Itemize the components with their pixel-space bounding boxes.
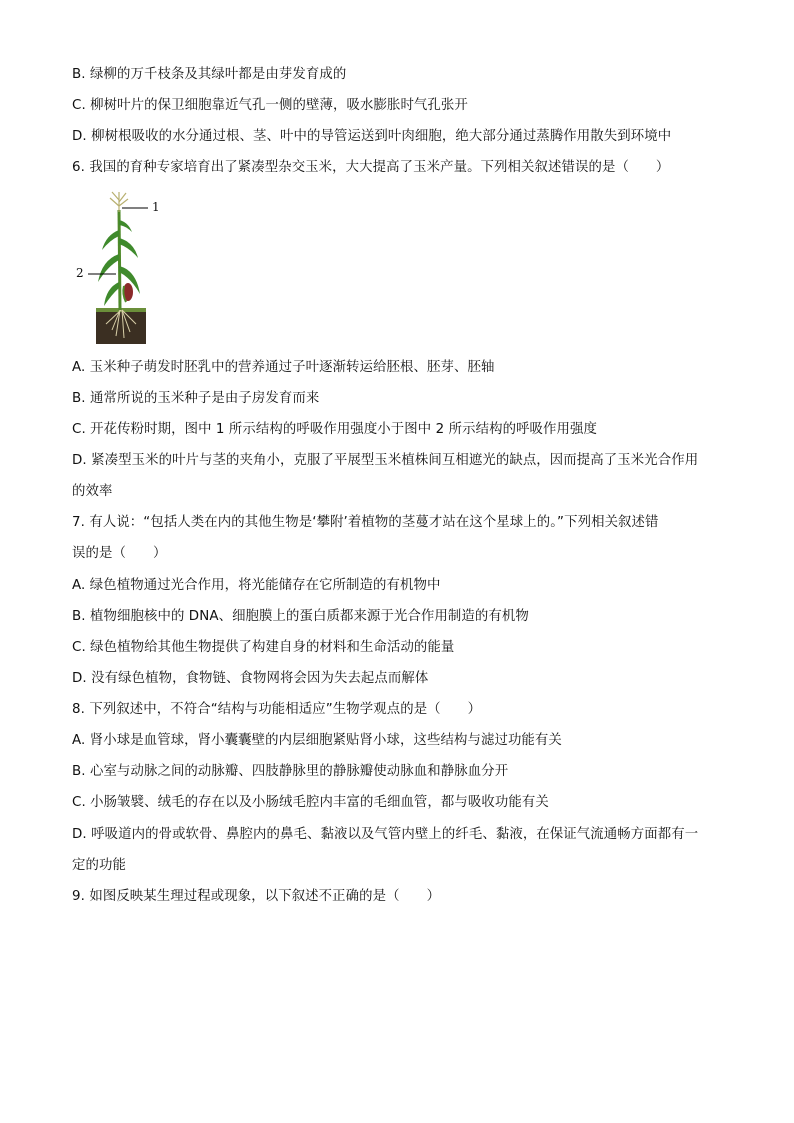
question-6: 6. 我国的育种专家培育出了紧凑型杂交玉米，大大提高了玉米产量。下列相关叙述错误的是（ ） bbox=[72, 160, 670, 175]
question-7-cont: 误的是（ ） bbox=[72, 546, 167, 561]
option-8c: C. 小肠皱襞、绒毛的存在以及小肠绒毛腔内丰富的毛细血管，都与吸收功能有关 bbox=[72, 795, 549, 810]
soil-block bbox=[96, 310, 146, 344]
option-6a: A. 玉米种子萌发时胚乳中的营养通过子叶逐渐转运给胚根、胚芽、胚轴 bbox=[72, 360, 495, 375]
option-7d: D. 没有绿色植物，食物链、食物网将会因为失去起点而解体 bbox=[72, 671, 429, 686]
option-8b: B. 心室与动脉之间的动脉瓣、四肢静脉里的静脉瓣使动脉血和静脉血分开 bbox=[72, 764, 509, 779]
figure-label-2: 2 bbox=[76, 266, 84, 280]
option-5b: B. 绿柳的万千枝条及其绿叶都是由芽发育成的 bbox=[72, 67, 347, 82]
option-5c: C. 柳树叶片的保卫细胞靠近气孔一侧的壁薄，吸水膨胀时气孔张开 bbox=[72, 98, 468, 113]
corn-plant-figure bbox=[76, 190, 176, 350]
option-6b: B. 通常所说的玉米种子是由子房发育而来 bbox=[72, 391, 320, 406]
figure-label-1: 1 bbox=[152, 200, 160, 214]
option-7c: C. 绿色植物给其他生物提供了构建自身的材料和生命活动的能量 bbox=[72, 640, 455, 655]
option-6d-cont: 的效率 bbox=[72, 484, 113, 499]
option-7b: B. 植物细胞核中的 DNA、细胞膜上的蛋白质都来源于光合作用制造的有机物 bbox=[72, 609, 529, 624]
option-6d: D. 紧凑型玉米的叶片与茎的夹角小，克服了平展型玉米植株间互相遮光的缺点，因而提高了玉米光合作用 bbox=[72, 453, 699, 468]
question-8: 8. 下列叙述中，不符合“结构与功能相适应”生物学观点的是（ ） bbox=[72, 702, 482, 717]
option-8a: A. 肾小球是血管球，肾小囊囊壁的内层细胞紧贴肾小球，这些结构与滤过功能有关 bbox=[72, 733, 562, 748]
option-5d: D. 柳树根吸收的水分通过根、茎、叶中的导管运送到叶肉细胞，绝大部分通过蒸腾作用散失到环境中 bbox=[72, 129, 672, 144]
tassel bbox=[110, 192, 128, 212]
corn-plant-illustration bbox=[76, 190, 176, 350]
question-7: 7. 有人说：“包括人类在内的其他生物是‘攀附’着植物的茎蔓才站在这个星球上的。”下列相关叙述错 bbox=[72, 515, 659, 530]
option-7a: A. 绿色植物通过光合作用，将光能储存在它所制造的有机物中 bbox=[72, 578, 441, 593]
option-8d-cont: 定的功能 bbox=[72, 858, 126, 873]
option-6c: C. 开花传粉时期，图中 1 所示结构的呼吸作用强度小于图中 2 所示结构的呼吸作用强度 bbox=[72, 422, 597, 437]
question-9: 9. 如图反映某生理过程或现象，以下叙述不正确的是（ ） bbox=[72, 889, 441, 904]
option-8d: D. 呼吸道内的骨或软骨、鼻腔内的鼻毛、黏液以及气管内壁上的纤毛、黏液，在保证气流通畅方面都有一 bbox=[72, 827, 699, 842]
